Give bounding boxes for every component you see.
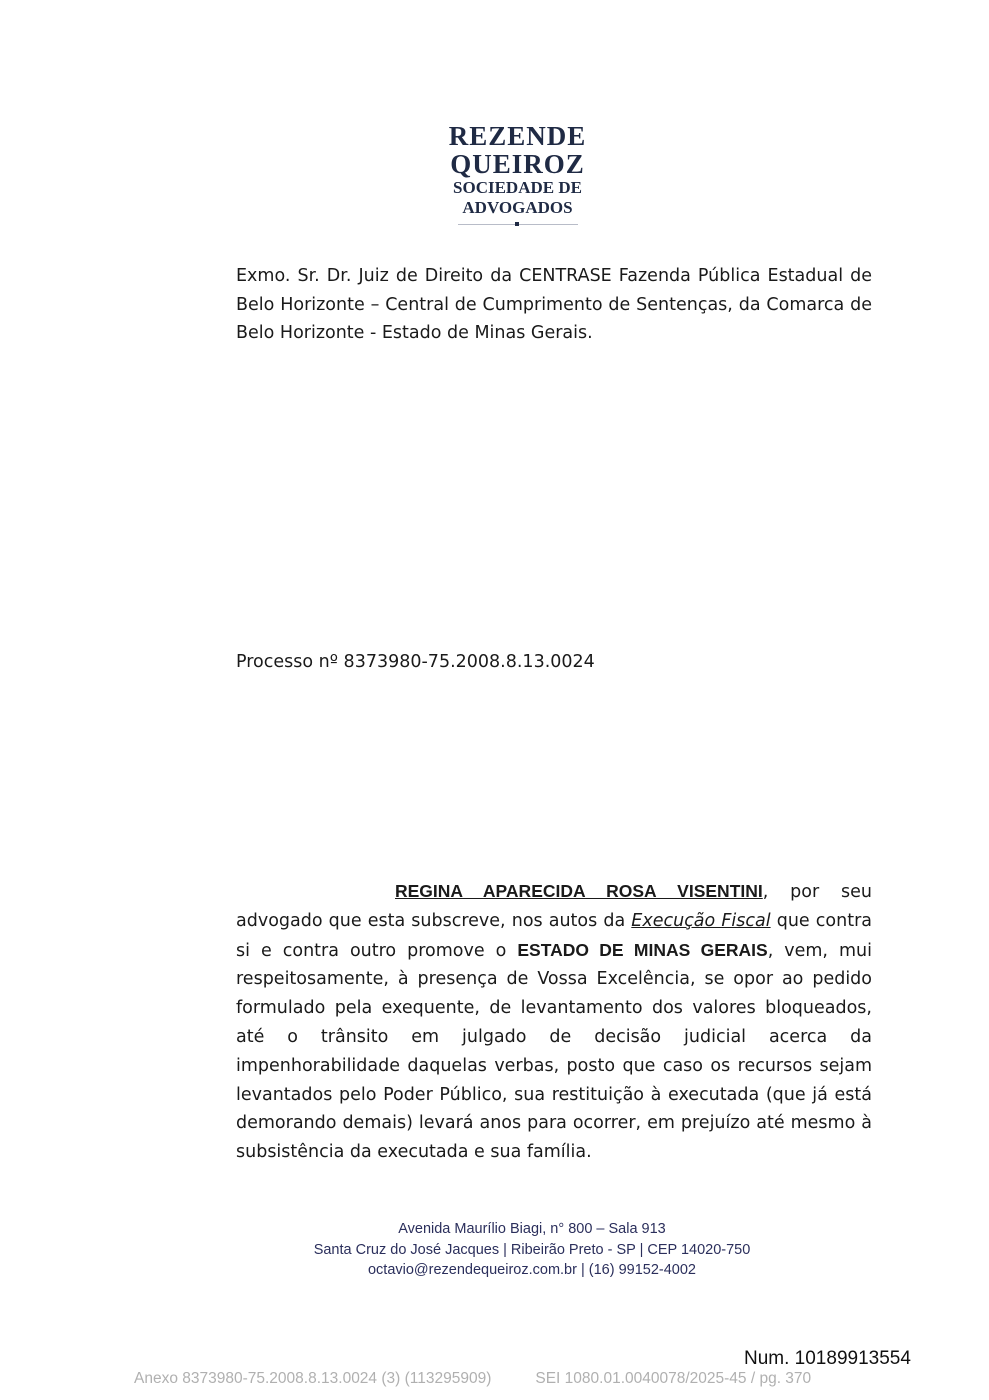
annex-stamp	[134, 1370, 811, 1388]
execution-fiscal-term: Execução Fiscal	[631, 910, 771, 931]
logo-line-rezende: REZENDE	[448, 121, 587, 151]
footer-city: Santa Cruz do José Jacques | Ribeirão Preto - SP | CEP 14020-750	[313, 1241, 751, 1258]
document-number: Num. 10189913554	[744, 1348, 911, 1369]
opposing-party: ESTADO DE MINAS GERAIS	[517, 939, 768, 960]
body-text-2: que contra si e contra outro promove o	[236, 910, 872, 961]
logo-line-sociedade: SOCIEDADE DE	[453, 178, 582, 197]
logo-divider	[458, 224, 578, 225]
page-footer	[236, 1219, 828, 1281]
body-text-3: , vem, mui respeitosamente, à presença de Vossa Excelência, se opor ao pedido formulado pela exequente, de levantamento dos valores bloqueados, até o trânsito em julgado de decisão judicial acerca da impenhorabilidade daquelas verbas, posto que caso os recursos sejam levantados pelo Poder Público, sua restituição à executada (que já está demorando demais) levará anos para ocorrer, em prejuízo até mesmo à subsistência da executada e sua família.	[236, 940, 872, 1163]
addressee-paragraph: Exmo. Sr. Dr. Juiz de Direito da CENTRASE Fazenda Pública Estadual de Belo Horizonte – Central de Cumprimento de Sentenças, da Comarca de Belo Horizonte - Estado de Minas Gerais.	[236, 266, 872, 343]
party-name: REGINA APARECIDA ROSA VISENTINI	[395, 881, 763, 901]
footer-contact: octavio@rezendequeiroz.com.br | (16) 99152-4002	[367, 1262, 696, 1278]
body-text-1: , por seu advogado que esta subscreve, nos autos da	[236, 882, 872, 931]
footer-address: Avenida Maurílio Biagi, n° 800 – Sala 913	[398, 1221, 666, 1237]
firm-logo	[440, 122, 595, 225]
logo-divider-dot	[515, 222, 519, 226]
process-number: Processo nº 8373980-75.2008.8.13.0024	[236, 652, 595, 672]
logo-line-advogados: ADVOGADOS	[462, 198, 573, 217]
annex-reference: Anexo 8373980-75.2008.8.13.0024 (3) (113295909)	[134, 1370, 492, 1387]
logo-line-queiroz: QUEIROZ	[450, 149, 585, 179]
sei-reference: SEI 1080.01.0040078/2025-45 / pg. 370	[535, 1370, 812, 1387]
body-paragraph	[236, 877, 872, 1167]
